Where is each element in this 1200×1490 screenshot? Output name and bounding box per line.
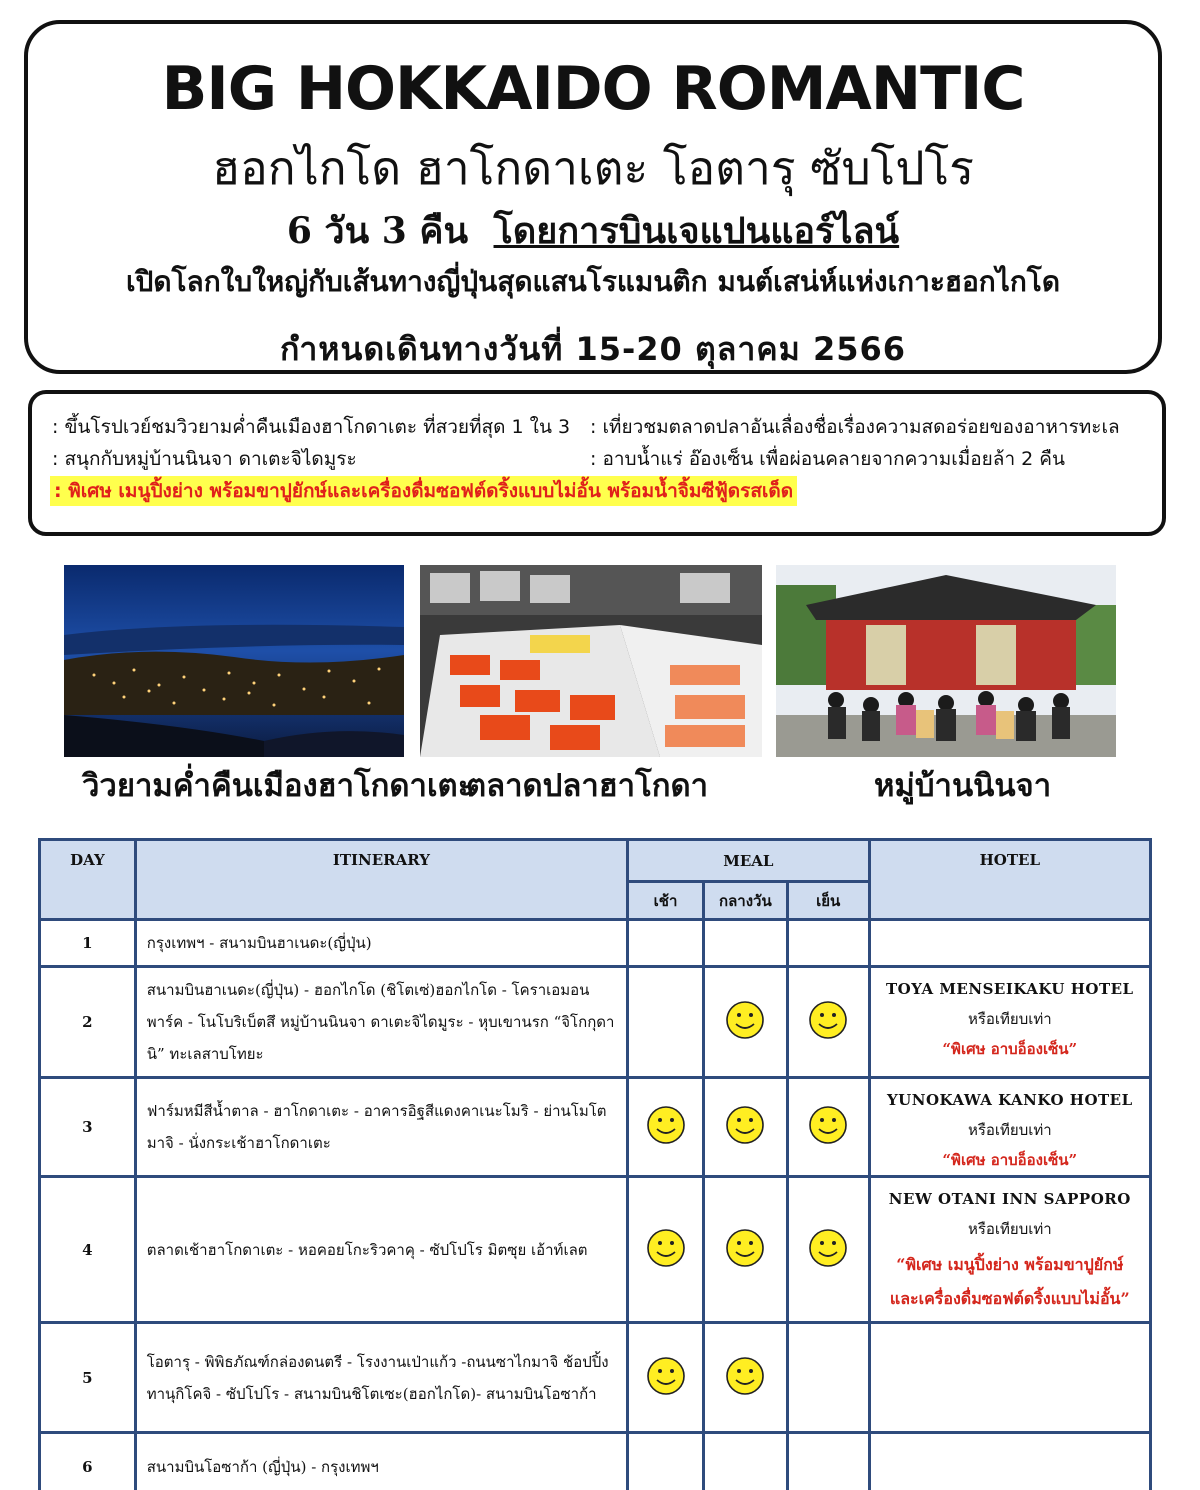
dinner-cell [787, 1323, 869, 1433]
itinerary-text: สนามบินฮาเนดะ(ญี่ปุ่น) - ฮอกไกโด (ชิโตเซ่)ฮอกไกโด - โคราเอมอน พาร์ค - โนโบริเบ็ตสึ หมู่บ้านนินจา ดาเตะจิไดมูระ - หุบเขานรก “จิโกกุดานิ” ทะเลสาบโทยะ [135, 967, 627, 1078]
smiley-icon [808, 1000, 848, 1040]
table-row [40, 920, 1151, 967]
day-number: 1 [40, 920, 136, 967]
night-city-photo [64, 565, 404, 757]
itinerary-table [38, 838, 1152, 1490]
hotel-alt: หรือเทียบเท่า [967, 1121, 1052, 1139]
ninja-village-photo [776, 565, 1116, 757]
highlight-item: : ขึ้นโรปเวย์ชมวิวยามค่ำคืนเมืองฮาโกดาเตะ ที่สวยที่สุด 1 ใน 3 [52, 416, 571, 438]
hotel-note: “พิเศษ เมนูปิ้งย่าง พร้อมขาปูยักษ์ และเครื่องดื่มซอฟต์ดริ้งแบบไม่อั้น” [889, 1255, 1130, 1308]
hotel-note: “พิเศษ อาบอ็องเซ็น” [942, 1040, 1078, 1058]
smiley-icon [725, 1105, 765, 1145]
breakfast-cell [628, 1323, 704, 1433]
hotel-alt: หรือเทียบเท่า [967, 1010, 1052, 1028]
lunch-cell [703, 967, 787, 1078]
day-number: 3 [40, 1078, 136, 1177]
itinerary-text: สนามบินโอซาก้า (ญี่ปุ่น) - กรุงเทพฯ [135, 1433, 627, 1490]
trip-duration: 6 วัน 3 คืน [286, 210, 469, 252]
smiley-icon [808, 1105, 848, 1145]
hotel-cell [869, 1078, 1150, 1177]
hotel-name: YUNOKAWA KANKO HOTEL [886, 1091, 1133, 1109]
highlight-item: : เที่ยวชมตลาดปลาอันเลื่องชื่อเรื่องความสดอร่อยของอาหารทะเล [590, 416, 1120, 438]
itinerary-text: กรุงเทพฯ - สนามบินฮาเนดะ(ญี่ปุ่น) [135, 920, 627, 967]
day-number: 5 [40, 1323, 136, 1433]
photo-caption: ตลาดปลาฮาโกดา [466, 768, 709, 804]
dinner-cell [787, 967, 869, 1078]
smiley-icon [646, 1228, 686, 1268]
breakfast-cell [628, 920, 704, 967]
dinner-cell [787, 1078, 869, 1177]
hotel-cell [869, 1177, 1150, 1323]
day-number: 6 [40, 1433, 136, 1490]
dinner-header: เย็น [787, 882, 869, 920]
itinerary-text: โอตารุ - พิพิธภัณฑ์กล่องดนตรี - โรงงานเป่าแก้ว -ถนนซาไกมาจิ ช้อปปิ้งทานุกิโคจิ - ซัปโปโร - สนามบินชิโตเซะ(ฮอกไกโด)- สนามบินโอซาก้า [135, 1323, 627, 1433]
lunch-header: กลางวัน [703, 882, 787, 920]
table-row [40, 1177, 1151, 1323]
fish-market-photo [420, 565, 762, 757]
hotel-name: TOYA MENSEIKAKU HOTEL [885, 980, 1134, 998]
meal-header: MEAL [628, 840, 869, 882]
photo-caption: หมู่บ้านนินจา [874, 768, 1052, 804]
tagline: เปิดโลกใบใหญ่กับเส้นทางญี่ปุ่นสุดแสนโรแมนติก มนต์เสน่ห์แห่งเกาะฮอกไกโด [125, 265, 1061, 298]
airline: โดยการบินเจแปนแอร์ไลน์ [493, 211, 900, 252]
hotel-cell [869, 967, 1150, 1078]
lunch-cell [703, 1323, 787, 1433]
table-row [40, 1323, 1151, 1433]
table-row [40, 967, 1151, 1078]
hotel-cell [869, 1433, 1150, 1490]
lunch-cell [703, 920, 787, 967]
hotel-cell [869, 1323, 1150, 1433]
destinations-title: ฮอกไกโด ฮาโกดาเตะ โอตารุ ซับโปโร [212, 141, 974, 195]
breakfast-cell [628, 1078, 704, 1177]
smiley-icon [725, 1228, 765, 1268]
lunch-cell [703, 1078, 787, 1177]
photo-caption: วิวยามค่ำคืนเมืองฮาโกดาเตะ [82, 768, 475, 804]
page-title: BIG HOKKAIDO ROMANTIC [161, 54, 1025, 124]
highlight-item: : อาบน้ำแร่ อ๊องเซ็น เพื่อผ่อนคลายจากความเมื่อยล้า 2 คืน [590, 448, 1065, 470]
breakfast-cell [628, 1177, 704, 1323]
table-row [40, 1078, 1151, 1177]
hotel-note: “พิเศษ อาบอ็องเซ็น” [942, 1151, 1078, 1169]
smiley-icon [646, 1105, 686, 1145]
day-number: 2 [40, 967, 136, 1078]
day-header: DAY [40, 840, 136, 920]
breakfast-header: เช้า [628, 882, 704, 920]
lunch-cell [703, 1177, 787, 1323]
itinerary-text: ตลาดเช้าฮาโกดาเตะ - หอคอยโกะริวคาคุ - ซัปโปโร มิตซุย เอ้าท์เลต [135, 1177, 627, 1323]
lunch-cell [703, 1433, 787, 1490]
header-box [24, 20, 1162, 374]
itinerary-header: ITINERARY [135, 840, 627, 920]
trip-subtitle [28, 202, 1158, 259]
itinerary-body [40, 920, 1151, 1490]
highlights-box [28, 390, 1166, 536]
dinner-cell [787, 920, 869, 967]
highlight-item: : สนุกกับหมู่บ้านนินจา ดาเตะจิไดมูระ [52, 448, 357, 470]
smiley-icon [725, 1356, 765, 1396]
smiley-icon [808, 1228, 848, 1268]
hotel-cell [869, 920, 1150, 967]
special-highlight: : พิเศษ เมนูปิ้งย่าง พร้อมขาปูยักษ์และเครื่องดื่มซอฟต์ดริ้งแบบไม่อั้น พร้อมน้ำจิ้มซีฟู้ดรสเด็ด [50, 476, 797, 506]
hotel-alt: หรือเทียบเท่า [967, 1220, 1052, 1238]
travel-date: กำหนดเดินทางวันที่ 15-20 ตุลาคม 2566 [280, 330, 906, 368]
hotel-name: NEW OTANI INN SAPPORO [888, 1190, 1131, 1208]
smiley-icon [725, 1000, 765, 1040]
table-row [40, 1433, 1151, 1490]
breakfast-cell [628, 967, 704, 1078]
breakfast-cell [628, 1433, 704, 1490]
hotel-header: HOTEL [869, 840, 1150, 920]
smiley-icon [646, 1356, 686, 1396]
itinerary-text: ฟาร์มหมีสีน้ำตาล - ฮาโกดาเตะ - อาคารอิฐสีแดงคาเนะโมริ - ย่านโมโตมาจิ - นั่งกระเช้าฮาโกดาเตะ [135, 1078, 627, 1177]
day-number: 4 [40, 1177, 136, 1323]
dinner-cell [787, 1177, 869, 1323]
dinner-cell [787, 1433, 869, 1490]
